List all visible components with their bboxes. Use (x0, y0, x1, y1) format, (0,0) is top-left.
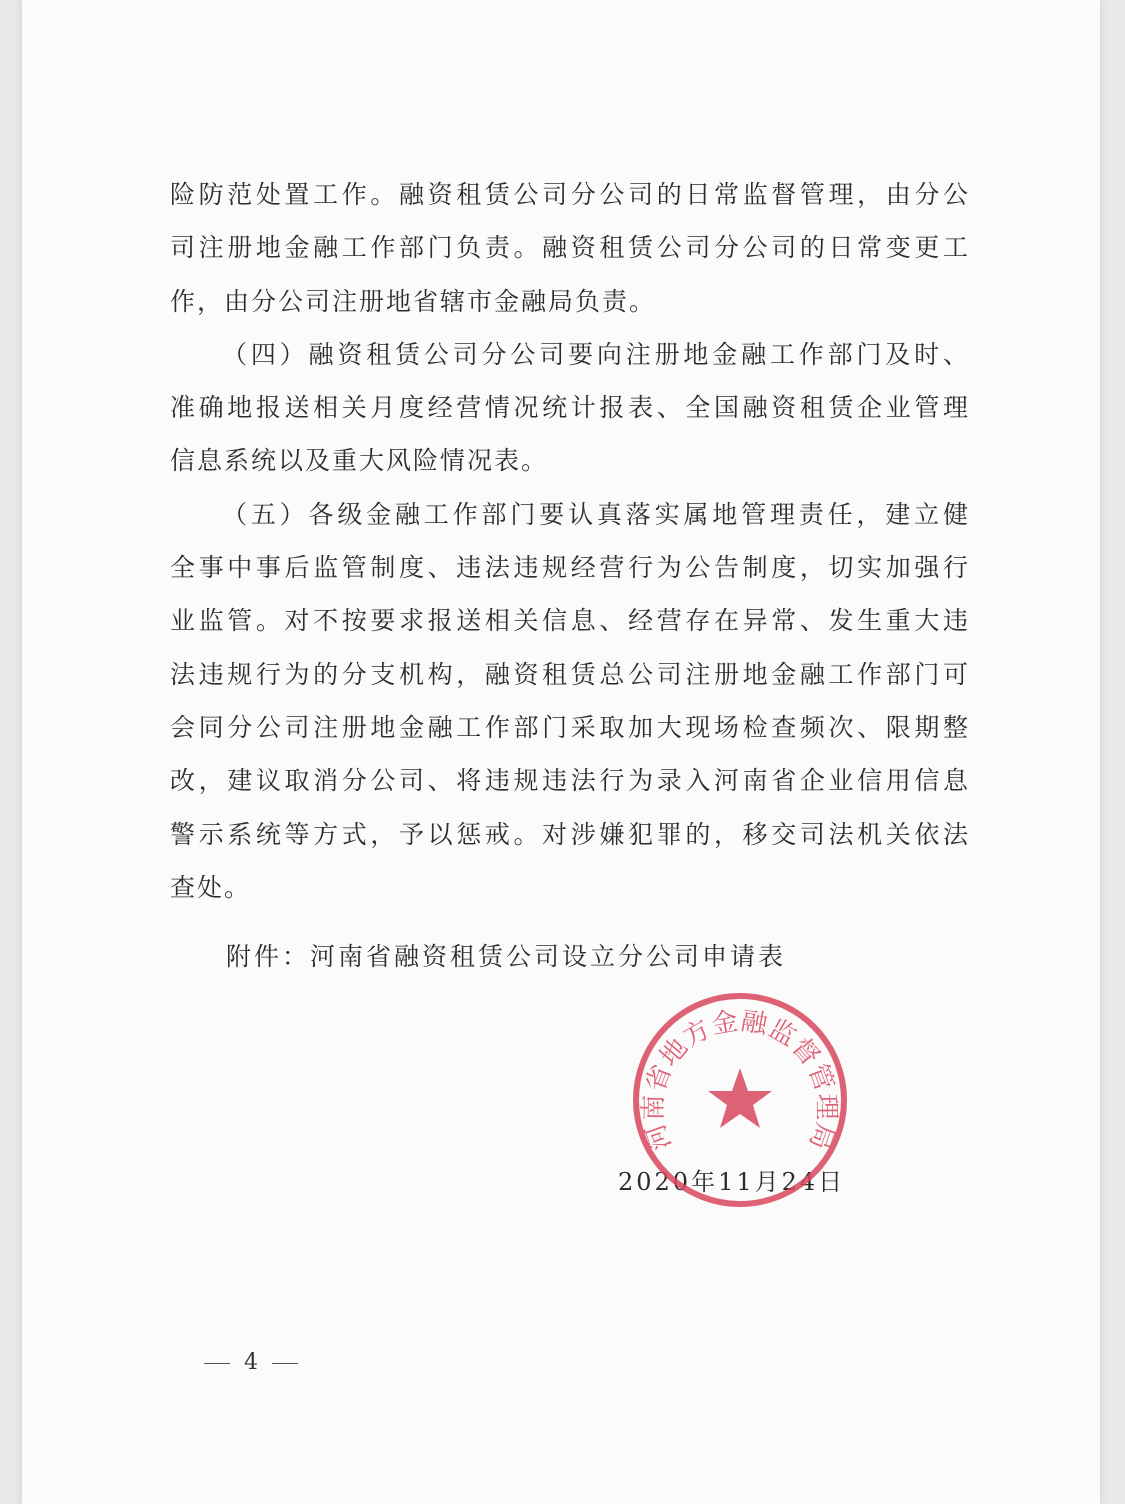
document-date: 2020年11月24日 (618, 1168, 846, 1196)
document-page (22, 0, 1100, 1504)
official-seal-icon (628, 988, 852, 1212)
text-line: 业监管。对不按要求报送相关信息、经营存在异常、发生重大违 (170, 606, 970, 636)
text-line: 信息系统以及重大风险情况表。 (170, 446, 549, 476)
document-body (170, 168, 970, 914)
dash-left (204, 1363, 230, 1364)
attachment-note: 附件：河南省融资租赁公司设立分公司申请表 (226, 942, 787, 971)
seal-star (708, 1068, 772, 1128)
text-line: 改，建议取消分公司、将违规违法行为录入河南省企业信用信息 (170, 766, 970, 796)
text-line: 司注册地金融工作部门负责。融资租赁公司分公司的日常变更工 (170, 233, 970, 263)
text-line: 作，由分公司注册地省辖市金融局负责。 (170, 286, 657, 316)
dash-right (272, 1363, 298, 1364)
seal-text: 河南省地方金融监督管理局 (638, 1006, 842, 1155)
text-line: 查处。 (170, 872, 252, 902)
text-line: 全事中事后监管制度、违法违规经营行为公告制度，切实加强行 (170, 553, 970, 583)
text-line: 法违规行为的分支机构，融资租赁总公司注册地金融工作部门可 (170, 659, 970, 689)
text-line: 准确地报送相关月度经营情况统计报表、全国融资租赁企业管理 (170, 393, 970, 423)
text-line: （五）各级金融工作部门要认真落实属地管理责任，建立健 (222, 499, 970, 529)
text-line: 警示系统等方式，予以惩戒。对涉嫌犯罪的，移交司法机关依法 (170, 819, 970, 849)
text-line: 会同分公司注册地金融工作部门采取加大现场检查频次、限期整 (170, 712, 970, 742)
text-line: （四）融资租赁公司分公司要向注册地金融工作部门及时、 (222, 339, 970, 369)
page-number (190, 1345, 312, 1381)
page-number-value: 4 (244, 1350, 258, 1375)
text-line: 险防范处置工作。融资租赁公司分公司的日常监督管理，由分公 (170, 180, 970, 209)
